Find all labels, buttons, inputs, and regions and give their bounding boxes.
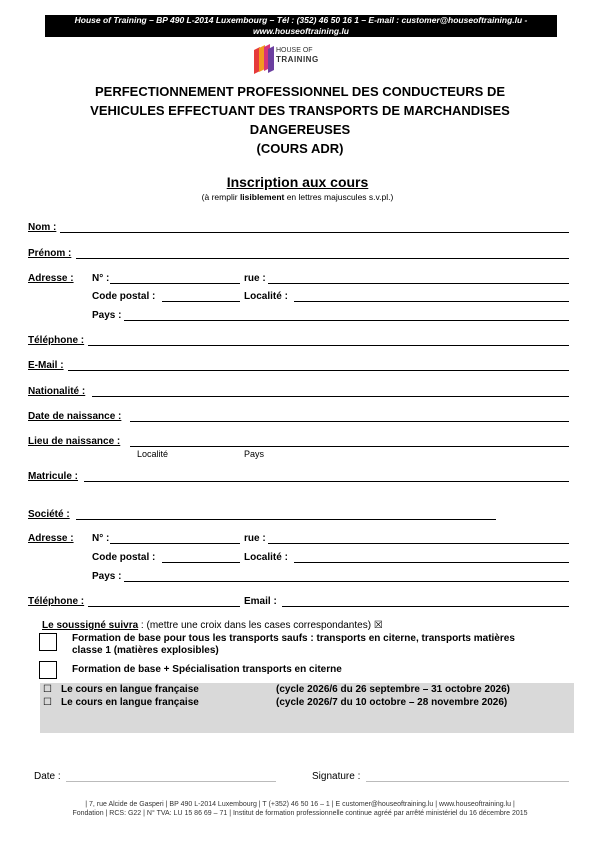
- adresse-societe-label: Adresse :: [28, 533, 74, 544]
- footer-line-2: Fondation | RCS: G22 | N° TVA: LU 15 86 69 – 71 | Institut de formation professionnelle continue agréé par arrêté ministériel du 16 décembre 2015: [72, 810, 528, 817]
- date-label: Date :: [34, 771, 61, 782]
- societe-label: Société :: [28, 509, 70, 520]
- form-subtitle: Inscription aux cours: [226, 174, 369, 190]
- formation-base-checkbox[interactable]: [39, 633, 57, 651]
- logo-text-2: TRAINING: [276, 55, 319, 64]
- date-naissance-field[interactable]: [130, 421, 569, 422]
- matricule-label: Matricule :: [28, 471, 79, 482]
- rue-societe-label: rue :: [244, 533, 266, 544]
- telephone-societe-field[interactable]: [88, 606, 240, 607]
- prenom-field[interactable]: [76, 258, 569, 259]
- option-2-checkbox[interactable]: ☐: [43, 697, 52, 708]
- formation-base-label: [72, 633, 567, 657]
- pays-field[interactable]: [124, 320, 569, 321]
- no-societe-label: N° :: [92, 533, 110, 544]
- house-of-training-logo: [254, 44, 364, 76]
- code-postal-societe-field[interactable]: [162, 562, 240, 563]
- contact-header: [45, 15, 557, 37]
- societe-field[interactable]: [76, 519, 496, 520]
- code-postal-societe-label: Code postal :: [92, 552, 156, 563]
- instructions-post: en lettres majuscules s.v.pl.): [284, 192, 394, 202]
- option-1-checkbox[interactable]: ☐: [43, 684, 52, 695]
- signature-label: Signature :: [312, 771, 361, 782]
- page-footer: [30, 800, 570, 818]
- title-line-2: VEHICULES EFFECTUANT DES TRANSPORTS DE MARCHANDISES: [90, 103, 510, 118]
- localite-societe-label: Localité :: [244, 552, 288, 563]
- footer-line-1: | 7, rue Alcide de Gasperi | BP 490 L-2014 Luxembourg | T (+352) 46 50 16 – 1 | E customer@houseoftraining.lu | www.houseoftraining.lu |: [85, 801, 515, 808]
- pays-societe-field[interactable]: [124, 581, 569, 582]
- rue-field[interactable]: [268, 283, 569, 284]
- page-title: [40, 82, 560, 158]
- email-field[interactable]: [68, 370, 569, 371]
- formation-citerne-checkbox[interactable]: [39, 661, 57, 679]
- contact-line-1: House of Training – BP 490 L-2014 Luxembourg – Tél : (352) 46 50 16 1 – E-mail : customer@houseoftraining.lu -: [74, 15, 528, 25]
- lieu-pays-hint: Pays: [244, 449, 265, 459]
- telephone-societe-label: Téléphone :: [28, 596, 85, 607]
- pays-societe-label: Pays :: [92, 571, 122, 582]
- no-field[interactable]: [110, 283, 240, 284]
- no-label: N° :: [92, 273, 110, 284]
- date-field[interactable]: [66, 781, 276, 782]
- instructions-pre: (à remplir: [201, 192, 240, 202]
- contact-line-2: www.houseoftraining.lu: [252, 26, 349, 36]
- form-instructions: [0, 192, 595, 202]
- formation-base-line-2: classe 1 (matières explosibles): [72, 645, 219, 656]
- nom-label: Nom :: [28, 222, 57, 233]
- localite-societe-field[interactable]: [294, 562, 569, 563]
- localite-field[interactable]: [294, 301, 569, 302]
- soussigne-bold: Le soussigné suivra: [42, 620, 139, 631]
- rue-label: rue :: [244, 273, 266, 284]
- option-2-label: Le cours en langue française: [61, 697, 199, 708]
- formation-base-line-1: Formation de base pour tous les transports saufs : transports en citerne, transports matières: [72, 633, 515, 644]
- email-societe-field[interactable]: [282, 606, 569, 607]
- nationalite-label: Nationalité :: [28, 386, 86, 397]
- email-label: E-Mail :: [28, 360, 64, 371]
- title-line-4: (COURS ADR): [256, 141, 344, 156]
- soussigne-line: [42, 620, 383, 631]
- option-2-cycle: (cycle 2026/7 du 10 octobre – 28 novembre 2026): [276, 697, 508, 708]
- telephone-label: Téléphone :: [28, 335, 85, 346]
- date-naissance-label: Date de naissance :: [28, 411, 122, 422]
- no-societe-field[interactable]: [110, 543, 240, 544]
- lieu-naissance-field[interactable]: [130, 446, 569, 447]
- nationalite-field[interactable]: [92, 396, 569, 397]
- title-line-1: PERFECTIONNEMENT PROFESSIONNEL DES CONDUCTEURS DE: [94, 84, 506, 99]
- title-line-3: DANGEREUSES: [249, 122, 351, 137]
- matricule-field[interactable]: [84, 481, 569, 482]
- formation-citerne-label: Formation de base + Spécialisation transports en citerne: [72, 664, 342, 675]
- code-postal-label: Code postal :: [92, 291, 156, 302]
- option-1-label: Le cours en langue française: [61, 684, 199, 695]
- localite-label: Localité :: [244, 291, 288, 302]
- pays-label: Pays :: [92, 310, 122, 321]
- email-societe-label: Email :: [244, 596, 277, 607]
- lieu-naissance-label: Lieu de naissance :: [28, 436, 121, 447]
- prenom-label: Prénom :: [28, 248, 72, 259]
- soussigne-rest: : (mettre une croix dans les cases correspondantes) ☒: [138, 620, 383, 631]
- telephone-field[interactable]: [88, 345, 569, 346]
- signature-field[interactable]: [366, 781, 569, 782]
- logo-mark-icon: [254, 44, 274, 74]
- option-1-cycle: (cycle 2026/6 du 26 septembre – 31 octobre 2026): [276, 684, 511, 695]
- nom-field[interactable]: [60, 232, 569, 233]
- logo-text-1: HOUSE OF: [276, 47, 313, 54]
- rue-societe-field[interactable]: [268, 543, 569, 544]
- code-postal-field[interactable]: [162, 301, 240, 302]
- instructions-bold: lisiblement: [239, 192, 285, 202]
- adresse-label: Adresse :: [28, 273, 74, 284]
- lieu-localite-hint: Localité: [137, 449, 169, 459]
